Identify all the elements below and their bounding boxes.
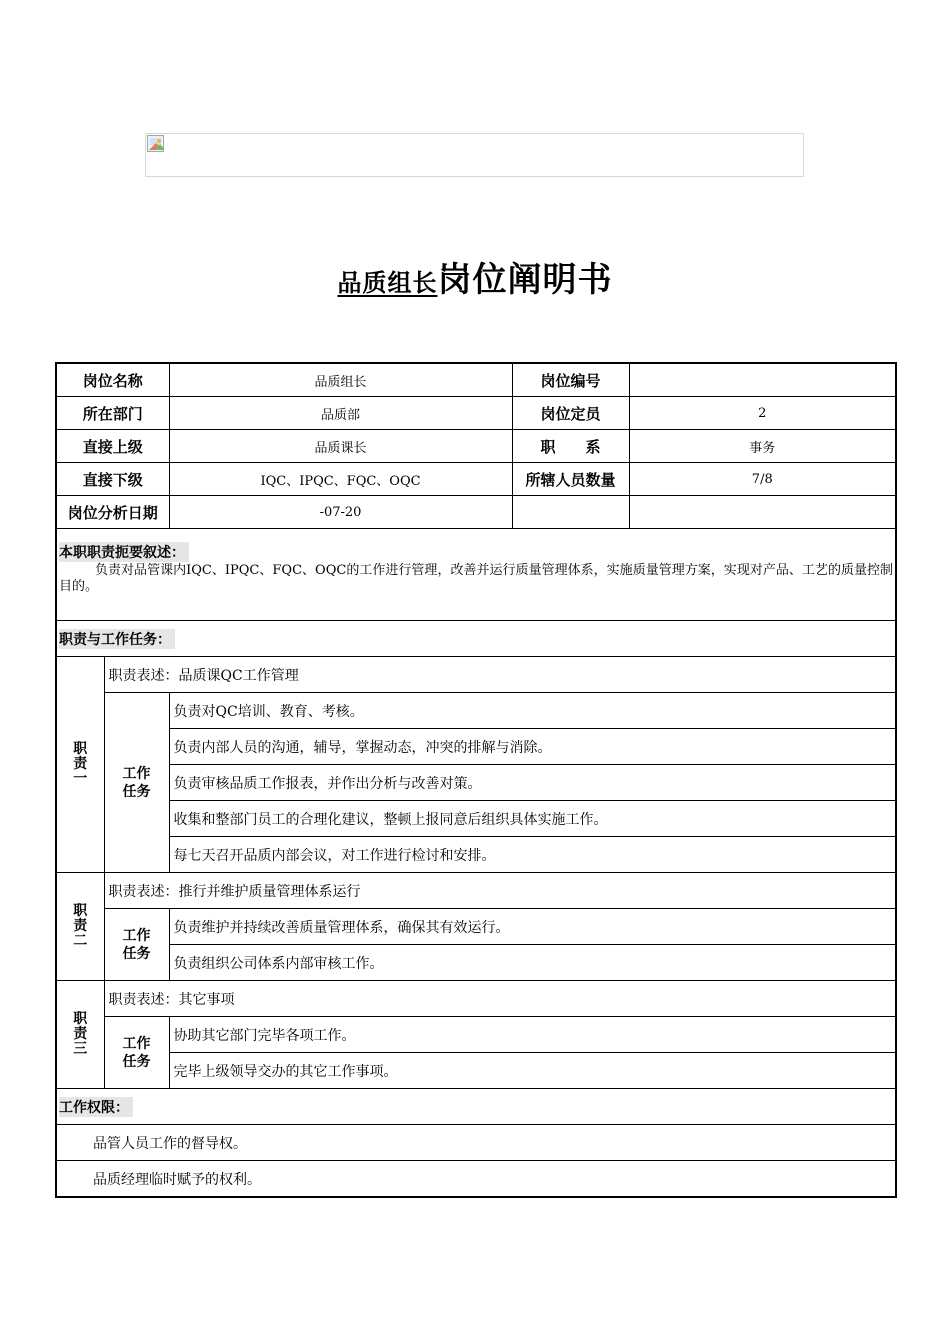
label-position-code: 岗位编号 [512,363,629,397]
duty-1-task-row [56,765,896,801]
title-suffix: 岗位阐明书 [437,260,613,300]
duties-heading-row [56,621,896,657]
duty-1-label [56,657,104,873]
title-position-name: 品质组长 [337,269,438,297]
duty-1-label-char: 职 [73,741,88,757]
duty-1-task-row [56,693,896,729]
duty-3-statement-row [56,981,896,1017]
label-empty [512,496,629,529]
duty-3-task-row [56,1017,896,1053]
duty-3-label-char: 职 [73,1011,88,1027]
value-position-code [629,363,896,397]
duty-2-task-label [104,909,169,981]
label-staff-count: 所辖人员数量 [512,463,629,496]
label-analysis-date: 岗位分析日期 [56,496,169,529]
duty-3-statement: 职责表述：其它事项 [104,981,896,1017]
label-position-name: 岗位名称 [56,363,169,397]
duty-2-task: 负责维护并持续改善质量管理体系，确保其有效运行。 [169,909,896,945]
value-analysis-date: -07-20 [169,496,512,529]
value-job-series: 事务 [629,430,896,463]
label-direct-superior: 直接上级 [56,430,169,463]
duty-2-statement: 职责表述：推行并维护质量管理体系运行 [104,873,896,909]
job-description-table [55,362,897,1198]
duty-1-task-row [56,837,896,873]
duties-heading-cell [56,621,896,657]
duty-3-task-label [104,1017,169,1089]
duty-2-label-char: 职 [73,903,88,919]
duty-1-task-row [56,801,896,837]
duty-1-label-char: 责 [73,756,88,772]
duty-3-task: 协助其它部门完毕各项工作。 [169,1017,896,1053]
value-direct-subordinates: IQC、IPQC、FQC、OQC [169,463,512,496]
summary-cell [56,529,896,621]
duty-1-statement-row [56,657,896,693]
duty-2-task-row [56,909,896,945]
duty-2-label-char: 二 [73,933,88,949]
value-department: 品质部 [169,397,512,430]
header-image-placeholder [145,133,804,177]
value-direct-superior: 品质课长 [169,430,512,463]
duty-2-task-row [56,945,896,981]
authority-heading-cell [56,1089,896,1125]
duty-3-label-char: 责 [73,1026,88,1042]
task-label-line: 工作 [122,927,151,944]
duty-1-task: 负责对QC培训、教育、考核。 [169,693,896,729]
summary-heading: 本职职责扼要叙述： [59,542,189,562]
task-label-line: 工作 [122,765,151,782]
label-headcount: 岗位定员 [512,397,629,430]
authority-item: 品管人员工作的督导权。 [56,1125,896,1161]
authority-row [56,1161,896,1198]
summary-text: 负责对品管课内IQC、IPQC、FQC、OQC的工作进行管理，改善并运行质量管理体系，实施质量管理方案，实现对产品、工艺的质量控制目的。 [59,563,894,594]
authority-heading-row [56,1089,896,1125]
task-label-line: 任务 [122,1053,151,1070]
broken-image-icon [147,135,164,152]
info-row-3 [56,430,896,463]
task-label-line: 工作 [122,1035,151,1052]
document-title [0,252,950,301]
label-direct-subordinates: 直接下级 [56,463,169,496]
authority-heading: 工作权限： [59,1097,133,1117]
value-empty [629,496,896,529]
duty-3-task: 完毕上级领导交办的其它工作事项。 [169,1053,896,1089]
duty-2-statement-row [56,873,896,909]
duty-2-label [56,873,104,981]
task-label-line: 任务 [122,783,151,800]
duty-1-task: 负责审核品质工作报表，并作出分析与改善对策。 [169,765,896,801]
task-label-line: 任务 [122,945,151,962]
info-row-4 [56,463,896,496]
authority-row [56,1125,896,1161]
label-department: 所在部门 [56,397,169,430]
duty-2-task: 负责组织公司体系内部审核工作。 [169,945,896,981]
summary-row [56,529,896,621]
duty-2-label-char: 责 [73,918,88,934]
info-row-2 [56,397,896,430]
duty-3-task-row [56,1053,896,1089]
duty-1-task-label [104,693,169,873]
info-row-1 [56,363,896,397]
authority-item: 品质经理临时赋予的权利。 [56,1161,896,1198]
value-staff-count: 7/8 [629,463,896,496]
value-headcount: 2 [629,397,896,430]
value-position-name: 品质组长 [169,363,512,397]
duty-1-task: 收集和整部门员工的合理化建议，整顿上报同意后组织具体实施工作。 [169,801,896,837]
duty-3-label-char: 三 [73,1041,88,1057]
label-job-series: 职 系 [512,430,629,463]
info-row-5 [56,496,896,529]
duty-1-task: 负责内部人员的沟通，辅导，掌握动态，冲突的排解与消除。 [169,729,896,765]
duty-1-statement: 职责表述：品质课QC工作管理 [104,657,896,693]
duty-1-task: 每七天召开品质内部会议，对工作进行检讨和安排。 [169,837,896,873]
duty-1-task-row [56,729,896,765]
duty-1-label-char: 一 [73,771,88,787]
duties-heading: 职责与工作任务： [59,629,175,649]
duty-3-label [56,981,104,1089]
